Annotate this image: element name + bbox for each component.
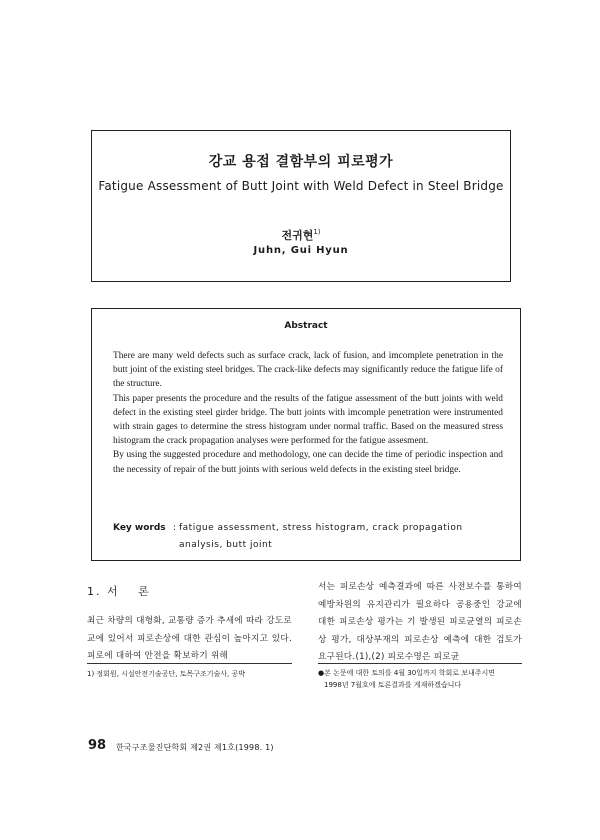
abstract-body: [113, 349, 503, 477]
abstract-paragraph: This paper presents the procedure and the results of the fatigue assessment of the butt joints with weld defect in the existing steel girder bridge. The butt joints with imcomple penetration were instrumented with strain gages to determine the stress histogram under normal traffic. Based on the measured stress histogram the crack propagation analyses were performed for the fatigue assesment.: [113, 393, 503, 447]
footnote-divider-right: [318, 663, 522, 664]
abstract-paragraph: There are many weld defects such as surface crack, lack of fusion, and imcomplete penetration in the butt joint of the existing steel bridges. The crack-like defects may significantly reduce the fatigue life of the structure.: [113, 351, 503, 390]
paper-title-english: Fatigue Assessment of Butt Joint with Weld Defect in Steel Bridge: [98, 179, 504, 193]
footnote-discussion-notice: [318, 667, 528, 691]
author-name-korean-text: 전귀현: [281, 229, 314, 242]
abstract-box: [91, 308, 521, 561]
keywords-label: Key words: [113, 523, 166, 533]
keywords-text: fatigue assessment, stress histogram, crack propagation analysis, butt joint: [179, 523, 463, 550]
footnote-discussion-line1: ●본 논문에 대한 토의를 4월 30일까지 학회로 보내주시면: [318, 669, 496, 677]
page-number: 98: [88, 738, 107, 753]
abstract-paragraph: By using the suggested procedure and methodology, one can decide the time of periodic inspection and the necessity of repair of the butt joints with serious weld defects in the existing steel bridge.: [113, 450, 503, 475]
body-paragraph-right: 서는 피로손상 예측결과에 따른 사전보수를 통하여 예방차원의 유지관리가 필요하다 공용중인 강교에 대한 피로손상 평가는 기 발생된 피로균열의 피로손상 평가, 대상부재의 피로손상 예측에 대한 검토가 요구된다.(1),(2) 피로수명은 피로균: [318, 582, 522, 662]
section-title: 1. 서 론: [87, 585, 151, 598]
paper-title-korean: 강교 용접 결함부의 피로평가: [208, 154, 394, 170]
keywords-colon: :: [173, 523, 177, 533]
title-box: [91, 130, 511, 282]
footnote-discussion-line2: 1998년 7월호에 토론결과를 게재하겠습니다: [324, 681, 462, 689]
author-footnote-mark: 1): [313, 228, 321, 236]
footnote-divider-left: [87, 663, 292, 664]
abstract-heading: Abstract: [284, 321, 328, 331]
journal-citation: 한국구조물진단학회 제2권 제1호(1998. 1): [116, 743, 274, 752]
body-column-left: [87, 613, 292, 666]
body-column-right: [318, 579, 522, 667]
body-paragraph-left: 최근 차량의 대형화, 교통량 증가 추세에 따라 강도로교에 있어서 피로손상에 대한 관심이 높아지고 있다. 피로에 대하여 안전을 확보하기 위해: [87, 616, 292, 661]
author-name-english: Juhn, Gui Hyun: [253, 245, 349, 256]
footnote-author-affiliation: 1) 정회원, 시설안전기술공단, 토목구조기술사, 공박: [87, 670, 245, 678]
author-name-korean: [92, 227, 510, 243]
